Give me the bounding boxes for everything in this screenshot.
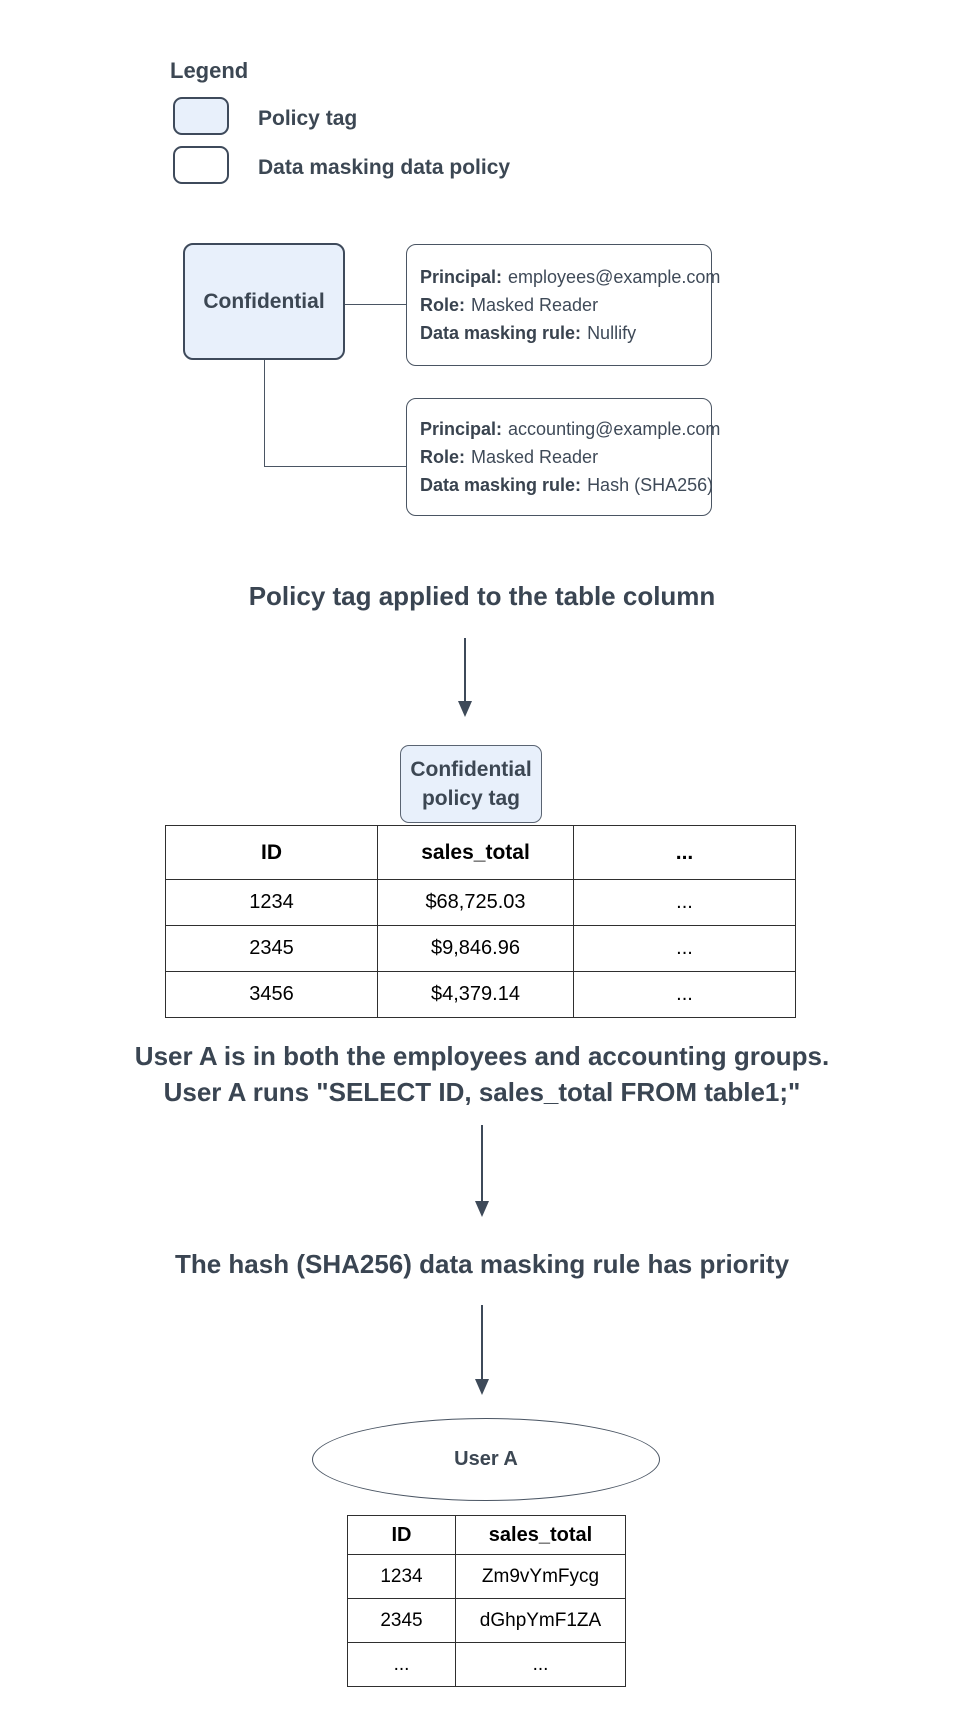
policy-rule-line [420, 471, 714, 499]
table-row [348, 1555, 626, 1599]
policy-role-line [420, 291, 711, 319]
table-row [348, 1643, 626, 1687]
legend-data-policy-swatch [173, 146, 229, 184]
cell-sales-total: $4,379.14 [378, 972, 574, 1018]
cell-sales-total-hashed: dGhpYmF1ZA [456, 1599, 626, 1643]
user-a-node: User A [312, 1418, 660, 1501]
heading-user-query-line2: User A runs "SELECT ID, sales_total FROM table1;" [163, 1077, 801, 1107]
arrow-down-icon [457, 638, 473, 717]
table-row [166, 926, 796, 972]
table-header-row [348, 1516, 626, 1555]
cell-more: ... [574, 926, 796, 972]
cell-id: 2345 [166, 926, 378, 972]
col-header-more: ... [574, 826, 796, 880]
table-header-row [166, 826, 796, 880]
cell-id: 3456 [166, 972, 378, 1018]
table-row [166, 972, 796, 1018]
cell-id: 2345 [348, 1599, 456, 1643]
col-header-id: ID [348, 1516, 456, 1555]
heading-policy-tag-applied: Policy tag applied to the table column [248, 581, 716, 611]
cell-more: ... [574, 880, 796, 926]
principal-label: Principal: [420, 419, 503, 439]
arrow-head [458, 701, 472, 717]
role-value: Masked Reader [471, 447, 599, 467]
arrow-down-icon [474, 1305, 490, 1395]
principal-label: Principal: [420, 267, 503, 287]
arrow-shaft [481, 1125, 483, 1201]
arrow-down-icon [474, 1125, 490, 1217]
legend-title: Legend [170, 58, 249, 83]
principal-value: employees@example.com [508, 267, 721, 287]
principal-value: accounting@example.com [508, 419, 721, 439]
cell-id: ... [348, 1643, 456, 1687]
legend-policy-tag-label: Policy tag [258, 107, 358, 130]
connector-policy1 [345, 304, 407, 305]
table-row [348, 1599, 626, 1643]
col-header-id: ID [166, 826, 378, 880]
connector-policy2-vertical [264, 360, 265, 467]
arrow-head [475, 1201, 489, 1217]
confidential-policy-tag-node: Confidential [183, 243, 345, 360]
source-table [165, 825, 796, 1018]
policy-principal-line [420, 263, 721, 291]
cell-sales-total-hashed: Zm9vYmFycg [456, 1555, 626, 1599]
role-label: Role: [420, 447, 465, 467]
arrow-shaft [481, 1305, 483, 1379]
arrow-head [475, 1379, 489, 1395]
tag-chip-line2: policy tag [421, 787, 521, 810]
result-table [347, 1515, 626, 1687]
cell-sales-total: $68,725.03 [378, 880, 574, 926]
cell-sales-total: $9,846.96 [378, 926, 574, 972]
rule-value: Hash (SHA256) [587, 475, 714, 495]
col-header-sales-total: sales_total [378, 826, 574, 880]
rule-value: Nullify [587, 323, 637, 343]
cell-more: ... [574, 972, 796, 1018]
cell-id: 1234 [166, 880, 378, 926]
policy-rule-line [420, 319, 711, 347]
cell-id: 1234 [348, 1555, 456, 1599]
table-row [166, 880, 796, 926]
heading-user-query [0, 1038, 964, 1110]
role-value: Masked Reader [471, 295, 599, 315]
tag-chip-line1: Confidential [410, 758, 532, 781]
rule-label: Data masking rule: [420, 323, 582, 343]
legend-data-policy-label: Data masking data policy [258, 156, 511, 179]
data-policy-box-accounting [406, 398, 721, 516]
col-header-sales-total: sales_total [456, 1516, 626, 1555]
connector-policy2-horizontal [264, 466, 407, 467]
role-label: Role: [420, 295, 465, 315]
confidential-policy-tag-chip [400, 745, 542, 823]
heading-user-query-line1: User A is in both the employees and accounting groups. [134, 1041, 830, 1071]
rule-label: Data masking rule: [420, 475, 582, 495]
legend-policy-tag-swatch [173, 97, 229, 135]
data-policy-box-employees [406, 244, 721, 366]
arrow-shaft [464, 638, 466, 701]
heading-hash-priority: The hash (SHA256) data masking rule has priority [174, 1249, 790, 1279]
policy-role-line [420, 443, 711, 471]
policy-principal-line [420, 415, 721, 443]
cell-sales-total-hashed: ... [456, 1643, 626, 1687]
